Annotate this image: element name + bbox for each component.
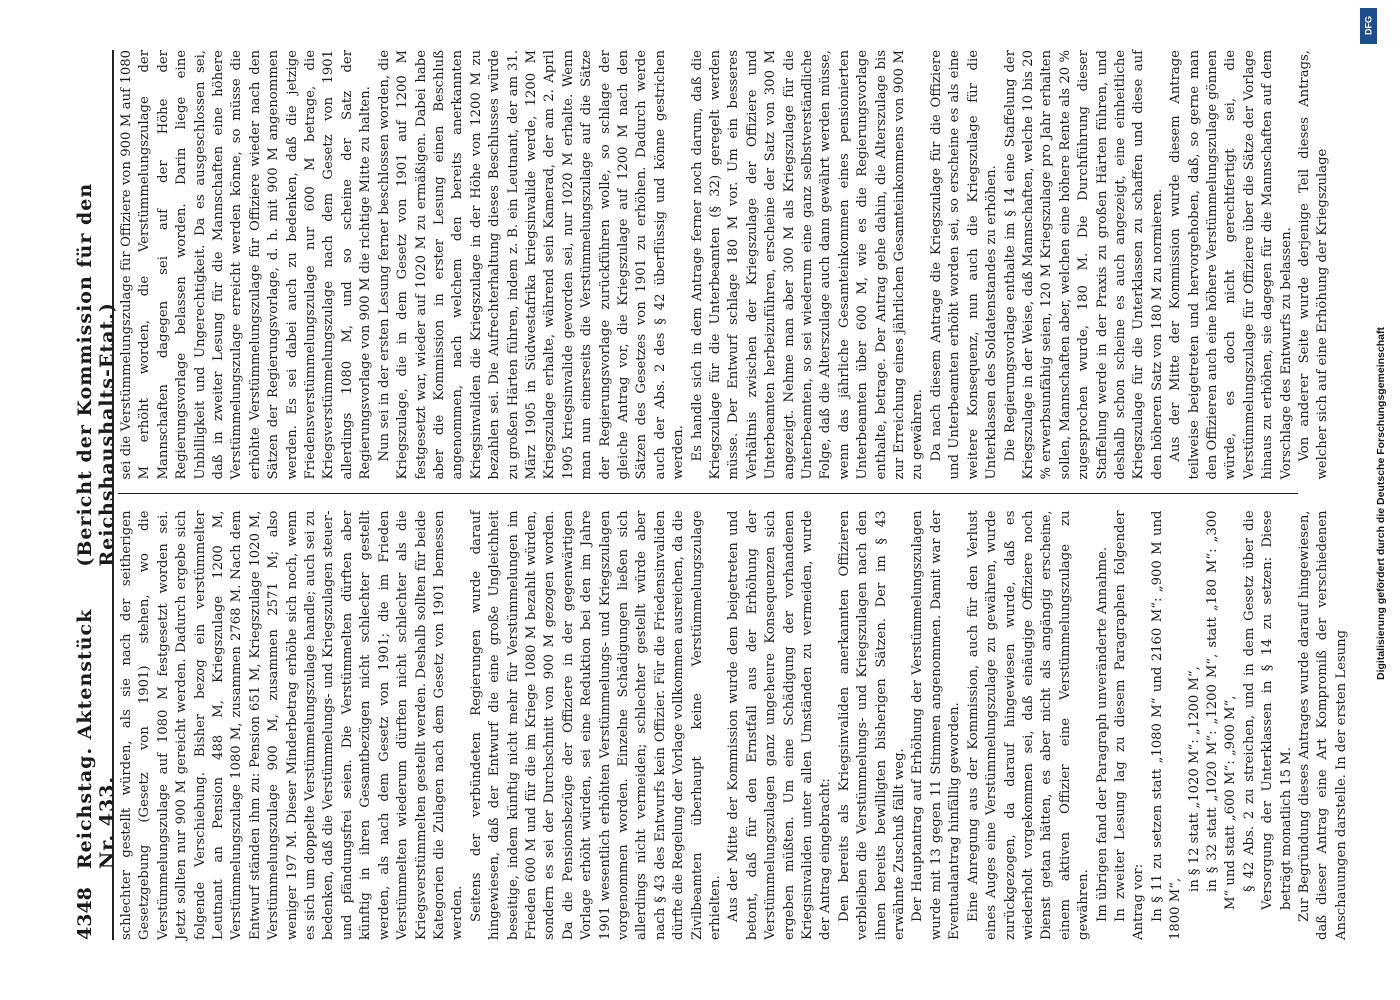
formula-line: § 42 Abs. 2 zu streichen, und in dem Gesetz über die Versorgung der Unterklassen in § 14 zu setzen: Diese beträgt monatlich 15 M. bbox=[1241, 510, 1294, 910]
formula-line: in § 32 statt „1020 M“: „1200 M“, statt „180 M“: „300 M“ und statt „600 M“: „900 M“, bbox=[1204, 510, 1239, 910]
paragraph: Seitens der verbündeten Regierungen wurde darauf hingewiesen, daß der Entwurf die eine große Ungleichheit beseitige, indem künftig nicht mehr für Verstümmelungen im Frieden 600 M und für die im Kriege 1080 M bezahlt würden, sondern es sei der Durchschnitt von 900 M gezogen worden. Da die Pensionsbezüge der Offiziere in der gegenwärtigen Vorlage erhöht würden, sei eine Reduktion bei den im Jahre 1901 wesentlich erhöhten Verstümmelungs- und Kriegszulagen vorgenommen worden. Einzelne Schädigungen ließen sich allerdings nicht vermeiden; schlechter gestellt würde aber nach § 43 des Entwurfs kein Offizier. Für die Friedensinvaliden dürfte die Regelung der Vorlage vollkommen ausreichen, da die Zivilbeamten überhaupt keine Verstümmelungszulage erhielten. bbox=[468, 510, 723, 940]
paragraph: Von anderer Seite wurde derjenige Teil dieses Antrags, welcher sich auf eine Erhöhung der Kriegszulage bbox=[1297, 50, 1331, 480]
paragraph: schlechter gestellt würden, als sie nach der seitherigen Gesetzgebung (Gesetz von 1901) stehen, wo die Verstümmelungszulage auf 1080 M festgesetzt worden sei. Jetzt sollten nur 900 M gereicht werden. Dadurch ergebe sich folgende Verschiebung. Bisher bezog ein verstümmelter Leutnant an Pension 488 M, Kriegszulage 1200 M, Verstümmelungszulage 1080 M, zusammen 2768 M. Nach dem Entwurf ständen ihm zu: Pension 651 M, Kriegszulage 1020 M, Verstümmelungszulage 900 M, zusammen 2571 M; also weniger 197 M. Dieser Minderbetrag erhöhe sich noch, wenn es sich um doppelte Verstümmelungszulage handle; auch sei zu bedenken, daß die Verstümmelungs- und Kriegszulagen steuer- und pfändungsfrei seien. Die Verstümmelten dürften aber künftig in ihren Gesamtbezügen nicht schlechter gestellt werden, als nach dem Gesetz von 1901; die im Frieden Verstümmelten wiederum dürften nicht schlechter als die Kriegsverstümmelten gestellt werden. Deshalb sollten für beide Kategorien die Zulagen nach dem Gesetz von 1901 bemessen werden. bbox=[119, 510, 466, 940]
page-header bbox=[74, 50, 118, 940]
header-rule bbox=[112, 50, 114, 940]
paragraph: sei die Verstümmelungszulage für Offiziere von 900 M auf 1080 M erhöht worden, die Verstümmelungszulage der Mannschaften dagegen sei auf der Höhe der Regierungsvorlage belassen worden. Darin liege eine Unbilligkeit und Ungerechtigkeit. Da es ausgeschlossen sei, daß in zweiter Lesung für die Mannschaften eine höhere Verstümmelungszulage erreicht werden könne, so müsse die erhöhte Verstümmelungszulage für Offiziere wieder nach den Sätzen der Regierungsvorlage, d. h. mit 900 M angenommen werden. Es sei dabei auch zu bedenken, daß die jetzige Friedensverstümmelungszulage nur 600 M betrage, die Kriegsverstümmelungszulage nach dem Gesetz von 1901 allerdings 1080 M, und so scheine der Satz der Regierungsvorlage von 900 M die richtige Mitte zu halten. bbox=[119, 50, 374, 480]
right-column bbox=[118, 50, 1331, 495]
paragraph: Aus der Mitte der Kommission wurde dem beigetreten und betont, daß für den Ernstfall aus der Erhöhung der Verstümmelungszulagen ganz ungeheure Konsequenzen sich ergeben müßten. Um eine Schädigung der vorhandenen Kriegsinvaliden unter allen Umständen zu vermeiden, wurde der Antrag eingebracht: bbox=[726, 510, 834, 940]
header-title: Reichstag. Aktenstück Nr. 433. bbox=[74, 608, 118, 870]
paragraph: Den bereits als Kriegsinvaliden anerkannten Offizieren verbleiben die Verstümmelungs- und Kriegszulagen nach den ihnen bereits bewilligten bisherigen Sätzen. Der im § 43 erwähnte Zuschuß fällt weg. bbox=[836, 510, 908, 940]
dfg-logo: DFG bbox=[1360, 8, 1377, 44]
paragraph: Im übrigen fand der Paragraph unveränderte Annahme. bbox=[1094, 546, 1110, 922]
paragraph: In zweiter Lesung lag zu diesem Paragraphen folgender Antrag vor: bbox=[1112, 510, 1147, 940]
paragraph: Nun sei in der ersten Lesung ferner beschlossen worden, die Kriegszulage, die in dem Gesetz von 1901 auf 1200 M festgesetzt war, wieder auf 1020 M zu ermäßigen. Dabei habe aber die Kommission in erster Lesung einen Beschluß angenommen, nach welchem den bereits anerkannten Kriegsinvaliden die Kriegszulage in der Höhe von 1200 M zu bezahlen sei. Die Aufrechterhaltung dieses Beschlusses würde zu großen Härten führen, indem z. B. ein Leutnant, der am 31. März 1905 in Südwestafrika kriegsinvalide werde, 1200 M Kriegszulage erhalte, während sein Kamerad, der am 2. April 1905 kriegsinvalide geworden sei, nur 1020 M erhalte. Wenn man nun einerseits die Verstümmelungszulage auf die Sätze der Regierungsvorlage zurückführen wolle, so schlage der gleiche Antrag vor, die Kriegszulage auf 1200 M nach den Sätzen des Gesetzes von 1901 zu erhöhen. Dadurch werde auch der Abs. 2 des § 42 überflüssig und könne gestrichen werden. bbox=[376, 50, 687, 480]
paragraph: Es handle sich in dem Antrage ferner noch darum, daß die Kriegszulage für die Unterbeamten (§ 32) geregelt werden müsse. Der Entwurf schlage 180 M vor. Um ein besseres Verhältnis zwischen der Kriegszulage der Offiziere und Unterbeamten herbeizuführen, erscheine der Satz von 300 M angezeigt. Nehme man aber 300 M als Kriegszulage für die Unterbeamten, so sei wiederum eine ganz selbstverständliche Folge, daß die Alterszulage auch dann gewährt werden müsse, wenn das jährliche Gesamteinkommen eines pensionierten Unterbeamten über 600 M, wie es die Regierungsvorlage enthalte, betrage. Der Antrag gehe dahin, die Alterszulage bis zur Erreichung eines jährlichen Gesamteinkommens von 900 M zu gewähren. bbox=[689, 50, 926, 480]
paragraph: Eine Anregung aus der Kommission, auch für den Verlust eines Auges eine Verstümmelungszulage zu gewähren, wurde zurückgezogen, da darauf hingewiesen wurde, daß es wiederholt vorgekommen sei, daß einäugige Offiziere noch Dienst getan hätten, es aber nicht als angängig erscheine, einem aktiven Offizier eine Verstümmelungszulage zu gewähren. bbox=[965, 510, 1092, 940]
digitization-credit bbox=[1357, 0, 1387, 1000]
paragraph: Die Regierungsvorlage enthalte im § 14 eine Staffelung der Kriegszulage in der Weise, daß Mannschaften, welche 10 bis 20 % erwerbsunfähig seien, 120 M Kriegszulage pro Jahr erhalten sollen, Mannschaften aber, welchen eine höhere Rente als 20 % zugesprochen wurde, 180 M. Die Durchführung dieser Staffelung werde in der Praxis zu großen Härten führen, und deshalb schon scheine es auch angezeigt, eine einheitliche Kriegszulage für die Unterklassen zu schaffen und diese auf den höheren Satz von 180 M zu normieren. bbox=[1002, 50, 1165, 480]
paragraph: Zur Begründung dieses Antrages wurde darauf hingewiesen, daß dieser Antrag eine Art Kompromiß der verschiedenen Anschauungen darstelle. In der ersten Lesung bbox=[1297, 510, 1349, 940]
document-page bbox=[74, 50, 1349, 940]
left-column bbox=[118, 510, 1349, 941]
credit-text: Digitalisierung gefördert durch die Deutsche Forschungsgemeinschaft bbox=[1375, 327, 1387, 680]
paragraph: Der Hauptantrag auf Erhöhung der Verstümmelungszulagen wurde mit 13 gegen 11 Stimmen angenommen. Damit war der Eventualantrag hinfällig geworden. bbox=[910, 510, 963, 940]
paragraph: Aus der Mitte der Kommission wurde diesem Antrage teilweise beigetreten und hervorgehoben, daß, so gerne man den Offizieren auch eine höhere Verstümmelungszulage gönnen würde, es doch nicht gerechtfertigt sei, die Verstümmelungszulage für Offiziere über die Sätze der Vorlage hinaus zu erhöhen, sie dagegen für die Mannschaften auf dem Vorschlage des Entwurfs zu belassen. bbox=[1168, 50, 1294, 480]
formula-line: in § 12 statt „1020 M“: „1200 M“, bbox=[1186, 666, 1202, 892]
paragraph: In § 11 zu setzen statt „1080 M“ und 2160 M“: „900 M und 1800 M“, bbox=[1149, 510, 1184, 940]
header-subtitle: (Bericht der Kommission für den Reichshaushalts-Etat.) bbox=[74, 182, 118, 567]
text-columns bbox=[118, 50, 1349, 940]
paragraph: Da nach diesem Antrage die Kriegszulage für die Offiziere und Unterbeamten erhöht worden sei, so erscheine es als eine weitere Konsequenz, nun auch die Kriegszulage für die Unterklassen des Soldatenstandes zu erhöhen. bbox=[928, 50, 1000, 480]
page-number: 4348 bbox=[74, 887, 96, 940]
